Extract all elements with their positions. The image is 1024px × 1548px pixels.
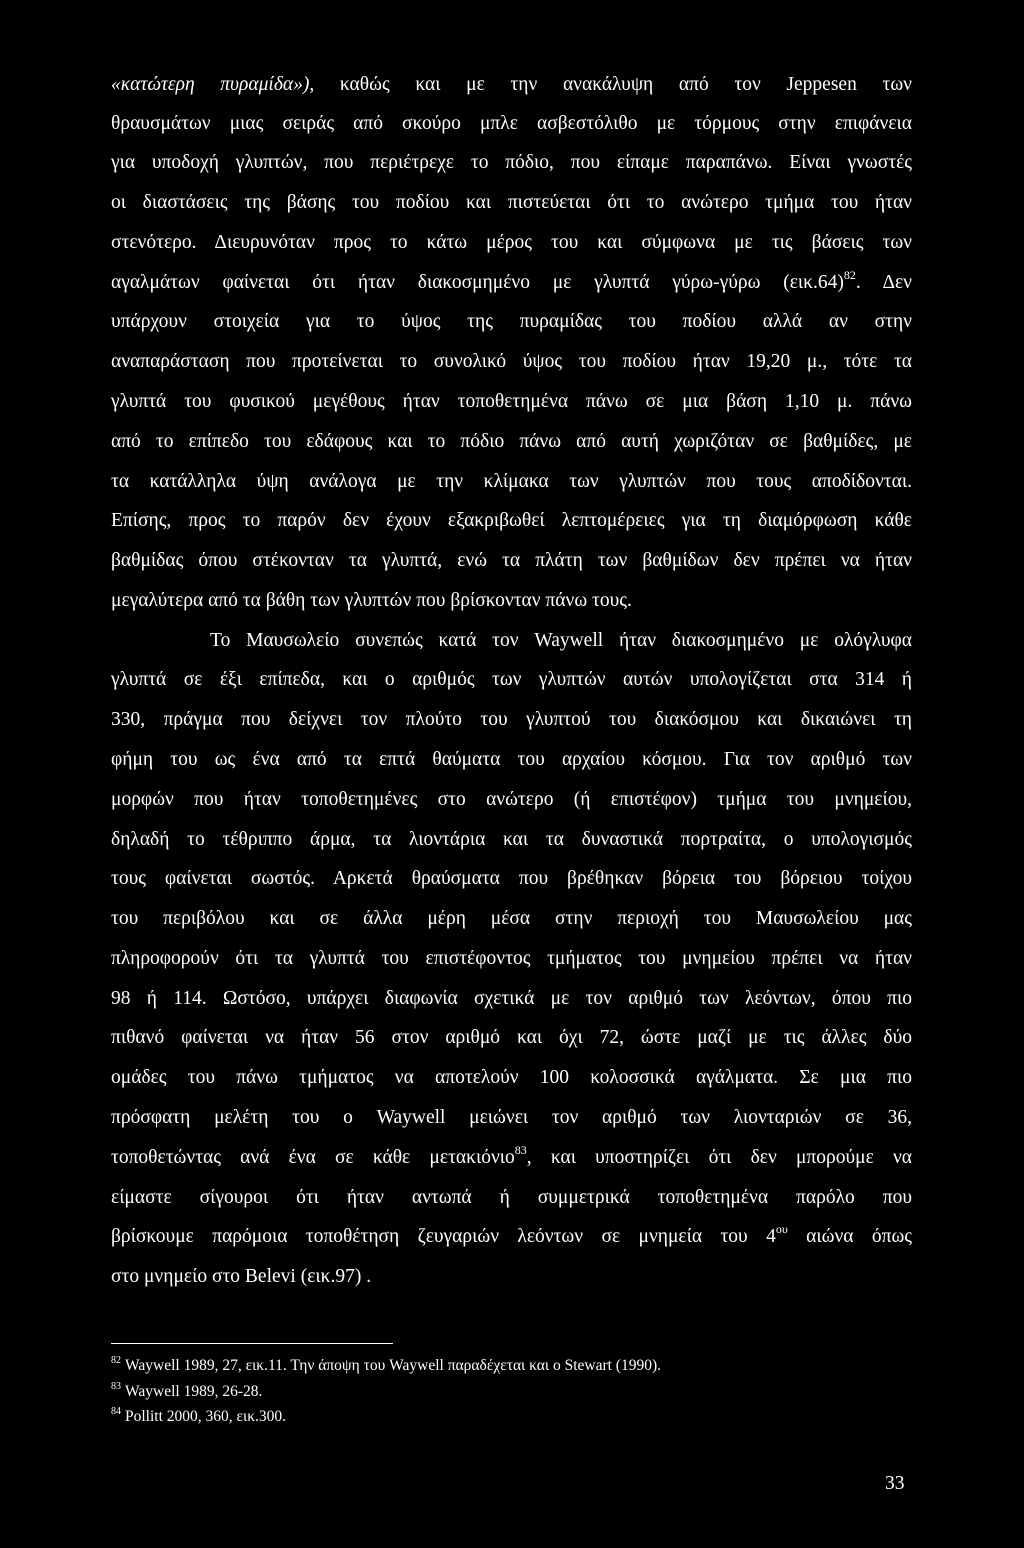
- footnote-text: Waywell 1989, 27, εικ.11. Την άποψη του Waywell παραδέχεται και ο Stewart (1990).: [125, 1357, 661, 1374]
- text-line-23: πληροφορούν ότι τα γλυπτά του επιστέφοντος τμήματος του μνημείου πρέπει να ήταν: [111, 948, 912, 969]
- text-line-15: Το Μαυσωλείο συνεπώς κατά τον Waywell ήταν διακοσμημένο με ολόγλυφα: [210, 630, 912, 651]
- text-line-5: στενότερο. Διευρυνόταν προς το κάτω μέρος του και σύμφωνα με τις βάσεις των: [111, 232, 912, 253]
- text-line-7: υπάρχουν στοιχεία για το ύψος της πυραμίδας του ποδίου αλλά αν στην: [111, 311, 912, 332]
- text-line-22: του περιβόλου και σε άλλα μέρη μέσα στην περιοχή του Μαυσωλείου μας: [111, 908, 912, 929]
- footnote-ref-82: 82: [843, 267, 856, 282]
- text-line-13: βαθμίδας όπου στέκονταν τα γλυπτά, ενώ τα πλάτη των βαθμίδων δεν πρέπει να ήταν: [111, 550, 912, 571]
- footnote-number: 82: [111, 1354, 121, 1366]
- text-line-30: βρίσκουμε παρόμοια τοποθέτηση ζευγαριών λεόντων σε μνημεία του $4^{o\upsilon}$ αιώνα όπως: [111, 1221, 913, 1247]
- text-line-10: από το επίπεδο του εδάφους και το πόδιο πάνω από αυτή χωριζόταν σε βαθμίδες, με: [111, 431, 912, 452]
- text-line-20: δηλαδή το τέθριππο άρμα, τα λιοντάρια και τα δυναστικά πορτραίτα, ο υπολογισμός: [111, 829, 912, 850]
- text-line-27: πρόσφατη μελέτη του ο Waywell μειώνει τον αριθμό των λιονταριών σε 36,: [111, 1107, 912, 1128]
- text-line-25: πιθανό φαίνεται να ήταν 56 στον αριθμό και όχι 72, ώστε μαζί με τις άλλες δύο: [111, 1027, 912, 1048]
- text-line-14: μεγαλύτερα από τα βάθη των γλυπτών που βρίσκονταν πάνω τους.: [111, 590, 632, 611]
- text-line-18: φήμη του ως ένα από τα επτά θαύματα του αρχαίου κόσμου. Για τον αριθμό των: [111, 749, 912, 770]
- footnote-separator: [111, 1343, 393, 1344]
- text-line-29: είμαστε σίγουροι ότι ήταν αντωπά ή συμμετρικά τοποθετημένα παρόλο που: [111, 1187, 912, 1208]
- text-line-31: στο μνημείο στο Belevi (εικ.97) .: [111, 1266, 372, 1287]
- footnote-number: 83: [111, 1380, 121, 1392]
- text-line-12: Επίσης, προς το παρόν δεν έχουν εξακριβωθεί λεπτομέρειες για τη διαμόρφωση κάθε: [111, 510, 912, 531]
- text-line-17: 330, πράγμα που δείχνει τον πλούτο του γλυπτού του διακόσμου και δικαιώνει τη: [111, 709, 912, 730]
- text-line-24: 98 ή 114. Ωστόσο, υπάρχει διαφωνία σχετικά με τον αριθμό των λεόντων, όπου πιο: [111, 988, 912, 1009]
- footnote-text: Pollitt 2000, 360, εικ.300.: [125, 1408, 287, 1425]
- text-line-19: μορφών που ήταν τοποθετημένες στο ανώτερο (ή επιστέφον) τμήμα του μνημείου,: [111, 789, 912, 810]
- footnote-ref-83: 83: [514, 1142, 527, 1157]
- text-line-11: τα κατάλληλα ύψη ανάλογα με την κλίμακα των γλυπτών που τους αποδίδονται.: [111, 471, 912, 492]
- text-line-28: τοποθετώντας ανά ένα σε κάθε μετακιόνιο$^{83}$, και υποστηρίζει ότι δεν μπορούμε να: [111, 1142, 912, 1168]
- text-line-6: αγαλμάτων φαίνεται ότι ήταν διακοσμημένο με γλυπτά γύρω-γύρω $(\varepsilon\iota\kappa.64)^{82}$. Δεν: [111, 267, 912, 293]
- footnote-text: Waywell 1989, 26-28.: [125, 1383, 263, 1400]
- text-line-4: οι διαστάσεις της βάσης του ποδίου και πιστεύεται ότι το ανώτερο τμήμα του ήταν: [111, 192, 912, 213]
- text-line-3: για υποδοχή γλυπτών, που περιέτρεχε το πόδιο, που είπαμε παραπάνω. Είναι γνωστές: [111, 152, 912, 173]
- text-line-16: γλυπτά σε έξι επίπεδα, και ο αριθμός των γλυπτών αυτών υπολογίζεται στα 314 ή: [111, 669, 912, 690]
- text-line-1: «κατώτερη πυραμίδα»), καθώς και με την ανακάλυψη από τον Jeppesen των: [111, 74, 912, 95]
- footnote-number: 84: [111, 1405, 121, 1417]
- text-line-2: θραυσμάτων μιας σειράς από σκούρο μπλε ασβεστόλιθο με τόρμους στην επιφάνεια: [111, 113, 912, 134]
- footnote-82: [111, 1354, 661, 1375]
- footnote-83: [111, 1380, 263, 1401]
- text-line-8: αναπαράσταση που προτείνεται το συνολικό ύψος του ποδίου ήταν 19,20 μ., τότε τα: [111, 351, 912, 372]
- text-line-21: τους φαίνεται σωστός. Αρκετά θραύσματα που βρέθηκαν βόρεια του βόρειου τοίχου: [111, 868, 912, 889]
- superscript-ou: ου: [775, 1221, 788, 1236]
- footnote-84: [111, 1405, 287, 1426]
- page-number: 33: [885, 1473, 905, 1494]
- text-line-9: γλυπτά του φυσικού μεγέθους ήταν τοποθετημένα πάνω σε μια βάση 1,10 μ. πάνω: [111, 391, 912, 412]
- text-line-26: ομάδες του πάνω τμήματος να αποτελούν 100 κολοσσικά αγάλματα. Σε μια πιο: [111, 1067, 912, 1088]
